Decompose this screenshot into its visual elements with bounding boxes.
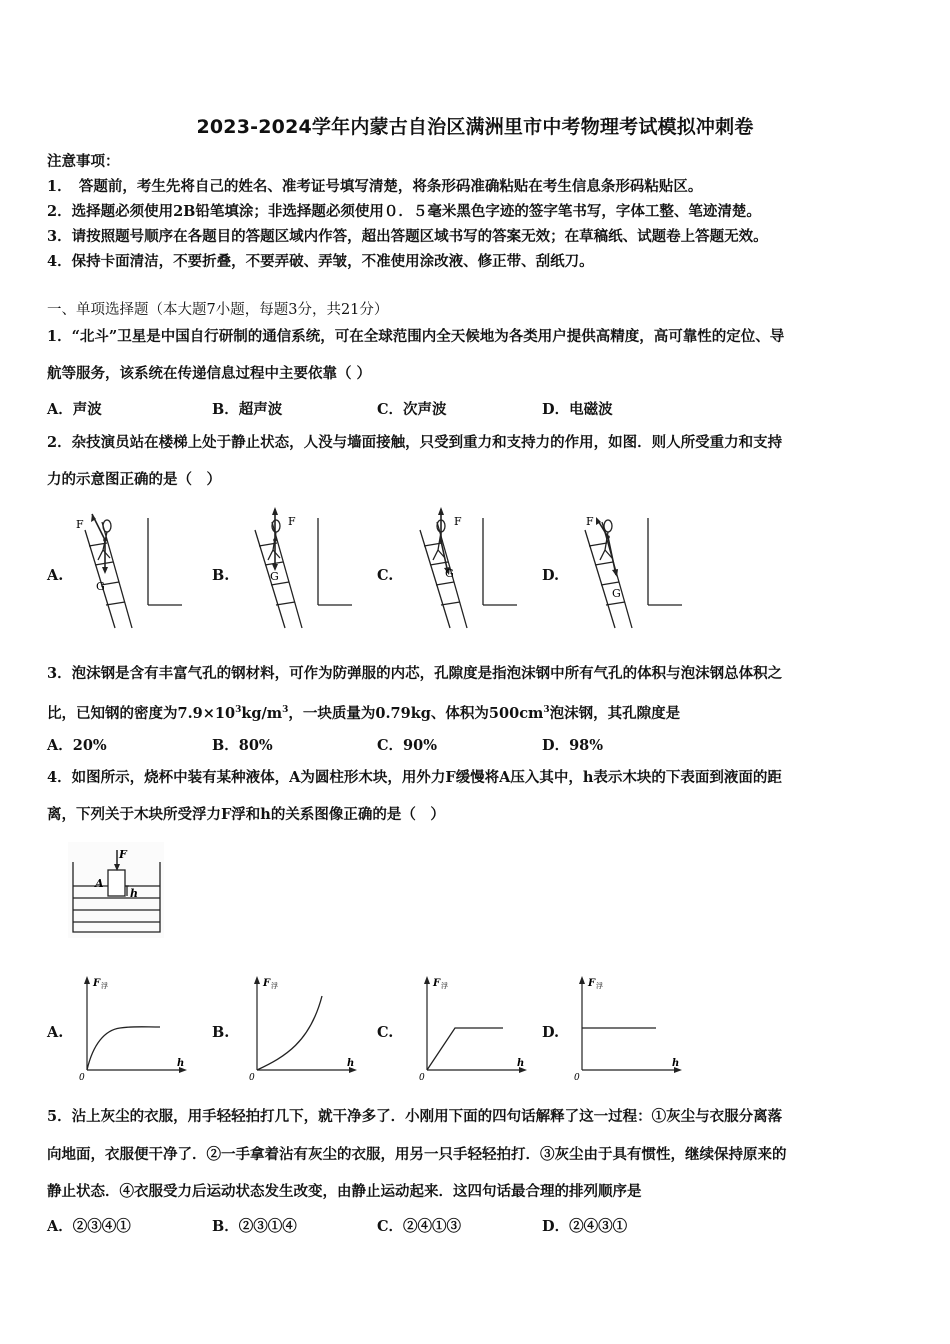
q3-line-2: 比，已知钢的密度为$7.9\times 10^3kg/m^3$，一块质量为0.79kg、体积为$500cm^3$泡沫钢，其孔隙度是 (47, 704, 681, 722)
q4-graph-a (75, 972, 190, 1082)
notice-item-4: 4．保持卡面清洁，不要折叠，不要弄破、弄皱，不准使用涂改液、修正带、刮纸刀。 (47, 253, 594, 270)
q1-line-2: 航等服务，该系统在传递信息过程中主要依靠（ ） (47, 365, 372, 382)
section-heading: 一、单项选择题（本大题7小题，每题3分，共21分） (47, 302, 389, 318)
q2-figure-d (570, 505, 685, 632)
q2-option-b: B. (212, 567, 230, 584)
q2-figure-b (240, 505, 355, 632)
q2-option-c: C. (377, 567, 394, 584)
q4-d-y-sub: 浮 (596, 982, 603, 990)
notice-item-3: 3．请按照题号顺序在各题目的答题区域内作答，超出答题区域书写的答案无效；在草稿纸、试题卷上答题无效。 (47, 228, 768, 245)
q4-option-c: C. (377, 1024, 394, 1041)
q3-option-a: A．20% (47, 737, 107, 754)
q5-line-2: 向地面，衣服便干净了．②一手拿着沾有灰尘的衣服，用另一只手轻轻拍打．③灰尘由于具有惯性，继续保持原来的 (47, 1146, 787, 1163)
q4-c-origin: 0 (419, 1073, 425, 1082)
q4-graph-c (415, 972, 530, 1082)
q4-d-x-label: h (672, 1058, 680, 1069)
q4-graph-b (245, 972, 360, 1082)
q2-a-gravity-label: G (96, 580, 105, 593)
q4-a-x-label: h (177, 1058, 185, 1069)
q2-c-gravity-label: G (445, 567, 454, 580)
q4-a-y-sub: 浮 (101, 982, 108, 990)
q2-figure-a (70, 510, 185, 632)
q3-option-b: B．80% (212, 737, 273, 754)
q4-option-b: B. (212, 1024, 230, 1041)
q3-line-1: 3．泡沫钢是含有丰富气孔的钢材料，可作为防弹服的内芯，孔隙度是指泡沫钢中所有气孔的体积与泡沫钢总体积之 (47, 665, 783, 682)
q4-b-x-label: h (347, 1058, 355, 1069)
q2-line-1: 2．杂技演员站在楼梯上处于静止状态，人没与墙面接触，只受到重力和支持力的作用，如图．则人所受重力和支持 (47, 434, 783, 451)
q4-graph-d (570, 972, 685, 1082)
q3-option-c: C．90% (377, 737, 437, 754)
q2-option-a: A. (47, 567, 64, 584)
q4-a-y-label: F (93, 978, 101, 989)
q1-option-c: C．次声波 (377, 401, 447, 418)
q2-a-force-label: F (76, 518, 84, 531)
q1-option-d: D．电磁波 (542, 401, 613, 418)
q2-option-d: D. (542, 567, 560, 584)
q2-b-force-label: F (288, 515, 296, 528)
q5-option-d: D．②④③① (542, 1218, 628, 1235)
q5-line-1: 5．沾上灰尘的衣服，用手轻轻拍打几下，就干净多了．小刚用下面的四句话解释了这一过程：①灰尘与衣服分离落 (47, 1108, 783, 1125)
q2-c-force-label: F (454, 515, 462, 528)
q2-d-gravity-label: G (612, 587, 621, 600)
q5-option-c: C．②④①③ (377, 1218, 462, 1235)
q3-option-d: D．98% (542, 737, 604, 754)
q4-fig-depth-label: h (130, 887, 138, 900)
q4-a-origin: 0 (79, 1073, 85, 1082)
q4-fig-block-label: A (95, 877, 104, 890)
q2-line-2: 力的示意图正确的是（ ） (47, 471, 221, 488)
q4-option-d: D. (542, 1024, 560, 1041)
q4-b-origin: 0 (249, 1073, 255, 1082)
q5-option-a: A．②③④① (47, 1218, 131, 1235)
notice-item-2: 2．选择题必须使用2B铅笔填涂；非选择题必须使用０．５毫米黑色字迹的签字笔书写，字体工整、笔迹清楚。 (47, 203, 761, 220)
q2-d-force-label: F (586, 515, 594, 528)
q4-c-y-sub: 浮 (441, 982, 448, 990)
q1-option-a: A．声波 (47, 401, 102, 418)
q2-figure-c (405, 505, 520, 632)
q4-beaker-figure (68, 842, 164, 938)
q1-line-1: 1．“北斗”卫星是中国自行研制的通信系统，可在全球范围内全天候地为各类用户提供高精度，高可靠性的定位、导 (47, 328, 785, 345)
q4-line-2: 离，下列关于木块所受浮力F浮和h的关系图像正确的是（ ） (47, 806, 445, 823)
q4-c-y-label: F (433, 978, 441, 989)
q2-b-gravity-label: G (270, 570, 279, 583)
notice-item-1: 1． 答题前，考生先将自己的姓名、准考证号填写清楚，将条形码准确粘贴在考生信息条形码粘贴区。 (47, 178, 703, 195)
q4-c-x-label: h (517, 1058, 525, 1069)
q5-line-3: 静止状态．④衣服受力后运动状态发生改变，由静止运动起来．这四句话最合理的排列顺序是 (47, 1183, 642, 1200)
q4-fig-force-label: F (119, 848, 127, 861)
notice-heading: 注意事项： (47, 153, 120, 170)
q4-b-y-label: F (263, 978, 271, 989)
q4-option-a: A. (47, 1024, 64, 1041)
q1-option-b: B．超声波 (212, 401, 283, 418)
q4-b-y-sub: 浮 (271, 982, 278, 990)
q4-d-y-label: F (588, 978, 596, 989)
q4-d-origin: 0 (574, 1073, 580, 1082)
q5-option-b: B．②③①④ (212, 1218, 297, 1235)
page-title: 2023-2024学年内蒙古自治区满洲里市中考物理考试模拟冲刺卷 (196, 116, 754, 138)
q4-line-1: 4．如图所示，烧杯中装有某种液体，A为圆柱形木块，用外力F缓慢将A压入其中，h表示木块的下表面到液面的距 (47, 769, 782, 786)
